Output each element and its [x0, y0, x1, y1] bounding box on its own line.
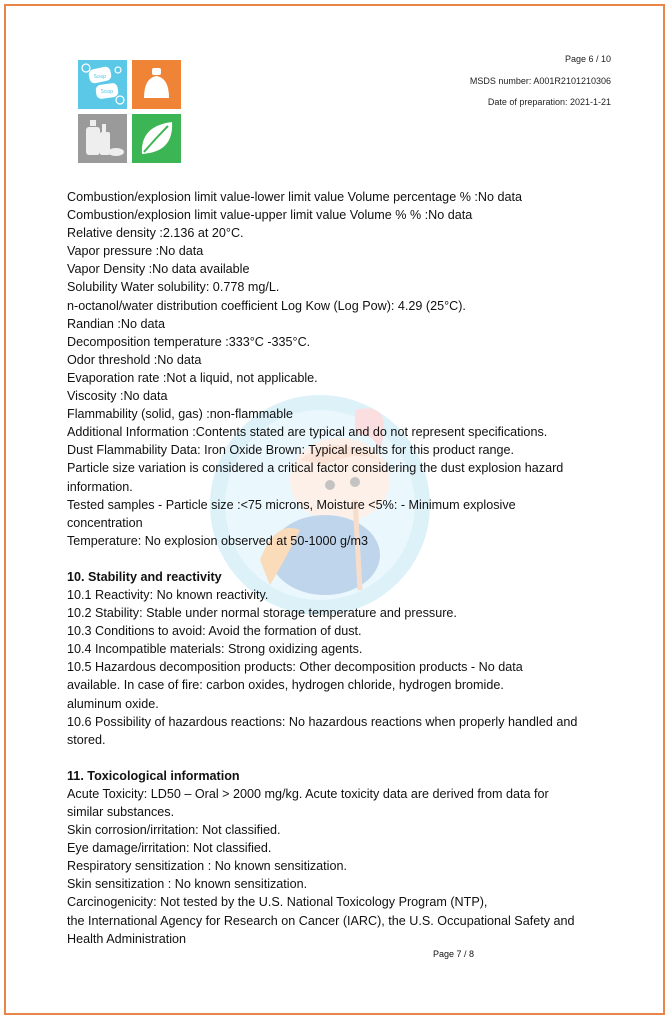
text-line: the International Agency for Research on Cancer (IARC), the U.S. Occupational Safety and — [67, 913, 575, 928]
text-line: Relative density :2.136 at 20°C. — [67, 226, 244, 241]
text-line: Combustion/explosion limit value-lower limit value Volume percentage % :No data — [67, 190, 522, 204]
text-line: 10.1 Reactivity: No known reactivity. — [67, 587, 269, 602]
text-line: Tested samples - Particle size :<75 microns, Moisture <5%: - Minimum explosive — [67, 497, 516, 512]
text-line: Carcinogenicity: Not tested by the U.S. National Toxicology Program (NTP), — [67, 895, 488, 910]
leaf-icon — [132, 114, 181, 163]
text-line: Randian :No data — [67, 316, 166, 331]
preparation-date: Date of preparation: 2021-1-21 — [487, 97, 611, 107]
text-line: Skin corrosion/irritation: Not classified. — [67, 823, 281, 838]
text-line: Decomposition temperature :333°C -335°C. — [67, 334, 311, 349]
page-number-header: Page 6 / 10 — [564, 54, 611, 64]
company-logo — [78, 60, 182, 164]
text-line: Acute Toxicity: LD50 – Oral > 2000 mg/kg. Acute toxicity data are derived from data for — [67, 786, 549, 801]
bottle-icon — [132, 60, 181, 109]
text-line: Odor threshold :No data — [67, 352, 202, 367]
text-line: Vapor Density :No data available — [67, 262, 250, 277]
text-line: 10.6 Possibility of hazardous reactions: No hazardous reactions when properly handled and — [67, 714, 578, 729]
text-line: Solubility Water solubility: 0.778 mg/L. — [67, 280, 280, 295]
cosmetics-icon — [78, 114, 127, 163]
text-line: Temperature: No explosion observed at 50-1000 g/m3 — [67, 533, 369, 548]
text-line: 10.4 Incompatible materials: Strong oxidizing agents. — [67, 642, 363, 657]
soap-bar-icon — [78, 60, 127, 109]
text-line: 10.3 Conditions to avoid: Avoid the formation of dust. — [67, 624, 362, 639]
text-line: aluminum oxide. — [67, 696, 159, 711]
text-line: available. In case of fire: carbon oxides, hydrogen chloride, hydrogen bromide. — [67, 678, 504, 693]
section-heading: 11. Toxicological information — [67, 768, 240, 783]
text-line: similar substances. — [67, 805, 175, 819]
text-line: Vapor pressure :No data — [67, 244, 204, 259]
msds-number: MSDS number: A001R2101210306 — [469, 76, 611, 86]
text-line: 10.5 Hazardous decomposition products: Other decomposition products - No data — [67, 660, 523, 675]
svg-text:Soap: Soap — [100, 89, 114, 95]
text-line: Combustion/explosion limit value-upper limit value Volume % % :No data — [67, 208, 473, 223]
document-body — [67, 188, 627, 948]
text-line: Dust Flammability Data: Iron Oxide Brown: Typical results for this product range. — [67, 443, 515, 458]
text-line: Skin sensitization : No known sensitization. — [67, 877, 308, 892]
text-line: Particle size variation is considered a critical factor considering the dust explosion hazard — [67, 461, 564, 476]
svg-text:Soap: Soap — [93, 74, 107, 80]
section-heading: 10. Stability and reactivity — [67, 569, 222, 584]
text-line: Eye damage/irritation: Not classified. — [67, 841, 272, 856]
text-line: Flammability (solid, gas) :non-flammable — [67, 407, 294, 422]
text-line: Health Administration — [67, 931, 187, 946]
text-line: n-octanol/water distribution coefficient Log Kow (Log Pow): 4.29 (25°C). — [67, 298, 466, 313]
text-line: stored. — [67, 732, 106, 747]
text-line: Additional Information :Contents stated are typical and do not represent specifications. — [67, 425, 548, 440]
text-line: concentration — [67, 515, 143, 530]
text-line: Viscosity :No data — [67, 389, 168, 404]
page-number-footer: Page 7 / 8 — [433, 949, 475, 959]
text-line: Evaporation rate :Not a liquid, not applicable. — [67, 370, 318, 385]
text-line: Respiratory sensitization : No known sensitization. — [67, 859, 347, 874]
text-line: 10.2 Stability: Stable under normal storage temperature and pressure. — [67, 606, 457, 621]
text-line: information. — [67, 479, 133, 494]
